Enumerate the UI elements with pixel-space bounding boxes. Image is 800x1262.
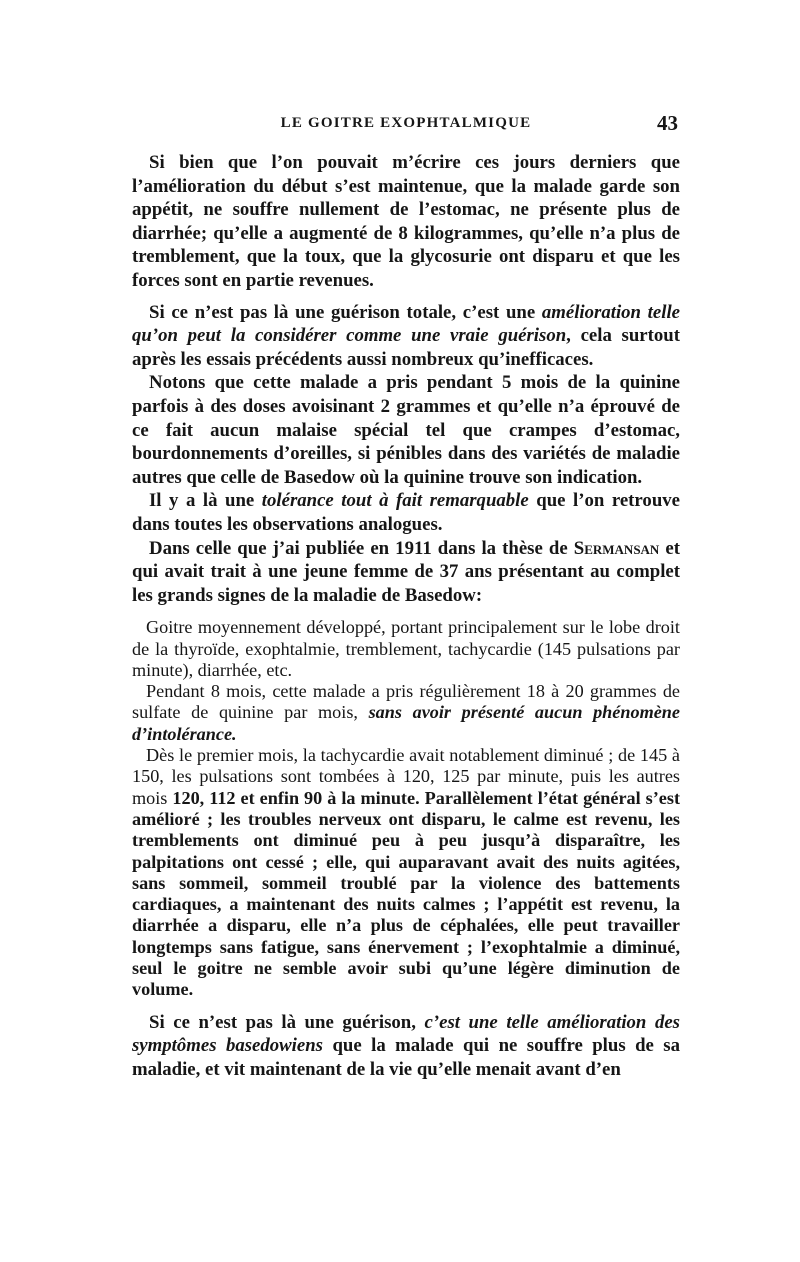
page-header: [132, 111, 680, 145]
paragraph-2-text-b: , cela surtout après les essais précédents aussi nombreux qu’inefficaces.: [132, 325, 680, 370]
paragraph-3: Notons que cette malade a pris pendant 5 mois de la quinine parfois à des doses avoisinant 2 grammes et qu’elle n’a éprouvé de ce fait aucun malaise spécial tel que crampes d’estomac, bourdonnements d’oreilles, si pénibles dans des variétés de maladie autres que celle de Basedow où la quinine trouve son indication.: [132, 372, 680, 488]
running-title: LE GOITRE EXOPHTALMIQUE: [280, 115, 532, 131]
paragraph-2-italic: amélioration telle qu’on peut la considérer comme une vraie guérison: [132, 301, 681, 347]
paragraph-4-text-a: Il y a là une: [149, 490, 262, 512]
paragraph-6-italic: c’est une telle amélioration des symptômes basedowiens: [132, 1011, 680, 1057]
paragraph-5-text-a: Dans celle que j’ai publiée en 1911 dans la thèse de: [149, 537, 574, 559]
page-number: 43: [657, 111, 678, 135]
quote-paragraph-3-text-a: Dès le premier mois, la tachycardie avait notablement diminué ; de 145 à 150, les pulsations sont tombées à 120, 125 par minute, puis les autres mois: [132, 745, 680, 808]
paragraph-6-text-b: que la malade qui ne souffre plus de sa maladie, et vit maintenant de la vie qu’elle menait avant d’en: [132, 1035, 681, 1080]
quote-paragraph-2: [132, 681, 680, 745]
quote-paragraph-1: Goitre moyennement développé, portant principalement sur le lobe droit de la thyroïde, exophtalmie, tremblement, tachycardie (145 pulsations par minute), diarrhée, etc.: [132, 617, 680, 680]
quote-paragraph-3: [132, 745, 680, 1001]
paragraph-4-text-b: que l’on retrouve dans toutes les observations analogues.: [132, 490, 680, 535]
paragraph-2-text-a: Si ce n’est pas là une guérison totale, c’est une: [149, 301, 542, 323]
paragraph-1: Si bien que l’on pouvait m’écrire ces jours derniers que l’amélioration du début s’est maintenue, que la malade garde son appétit, ne souffre nullement de l’estomac, ne présente plus de diarrhée; qu’elle a augmenté de 8 kilogrammes, qu’elle n’a plus de tremblement, que la toux, que la glycosurie ont disparu et que les forces sont en partie revenues.: [132, 152, 680, 291]
paragraph-2: [132, 301, 680, 372]
paragraph-5: [132, 537, 680, 608]
case-quotation: [132, 617, 680, 1000]
quote-paragraph-2-text: Pendant 8 mois, cette malade a pris régulièrement 18 à 20 grammes de sulfate de quinine par mois,: [132, 681, 680, 723]
paragraph-4-italic: tolérance tout à fait remarquable: [261, 490, 529, 512]
quote-paragraph-2-italic: sans avoir présenté aucun phénomène d’intolérance.: [132, 702, 680, 744]
paragraph-4: [132, 489, 680, 536]
quote-paragraph-3-text-b: 120, 112 et enfin 90 à la minute. Parallèlement l’état général s’est amélioré ; les troubles nerveux ont disparu, le calme est revenu, les tremblements ont diminué peu à peu jusqu’à disparaître, les palpitations ont cessé ; elle, qui auparavant avait des nuits agitées, sans sommeil, sommeil troublé par la violence des battements cardiaques, a maintenant des nuits calmes ; l’appétit est revenu, la diarrhée a disparu, elle n’a plus de céphalées, elle peut travailler longtemps sans fatigue, sans énervement ; l’exophtalmie a diminué, seul le goitre ne semble avoir subi qu’une légère diminution de volume.: [132, 787, 681, 1000]
page-body: [132, 151, 680, 1081]
author-name: Sermansan: [573, 537, 660, 559]
paragraph-6: [132, 1011, 680, 1082]
paragraph-5-text-b: et qui avait trait à une jeune femme de 37 ans présentant au complet les grands signes de la maladie de Basedow:: [132, 537, 680, 606]
paragraph-6-text-a: Si ce n’est pas là une guérison,: [149, 1011, 425, 1033]
